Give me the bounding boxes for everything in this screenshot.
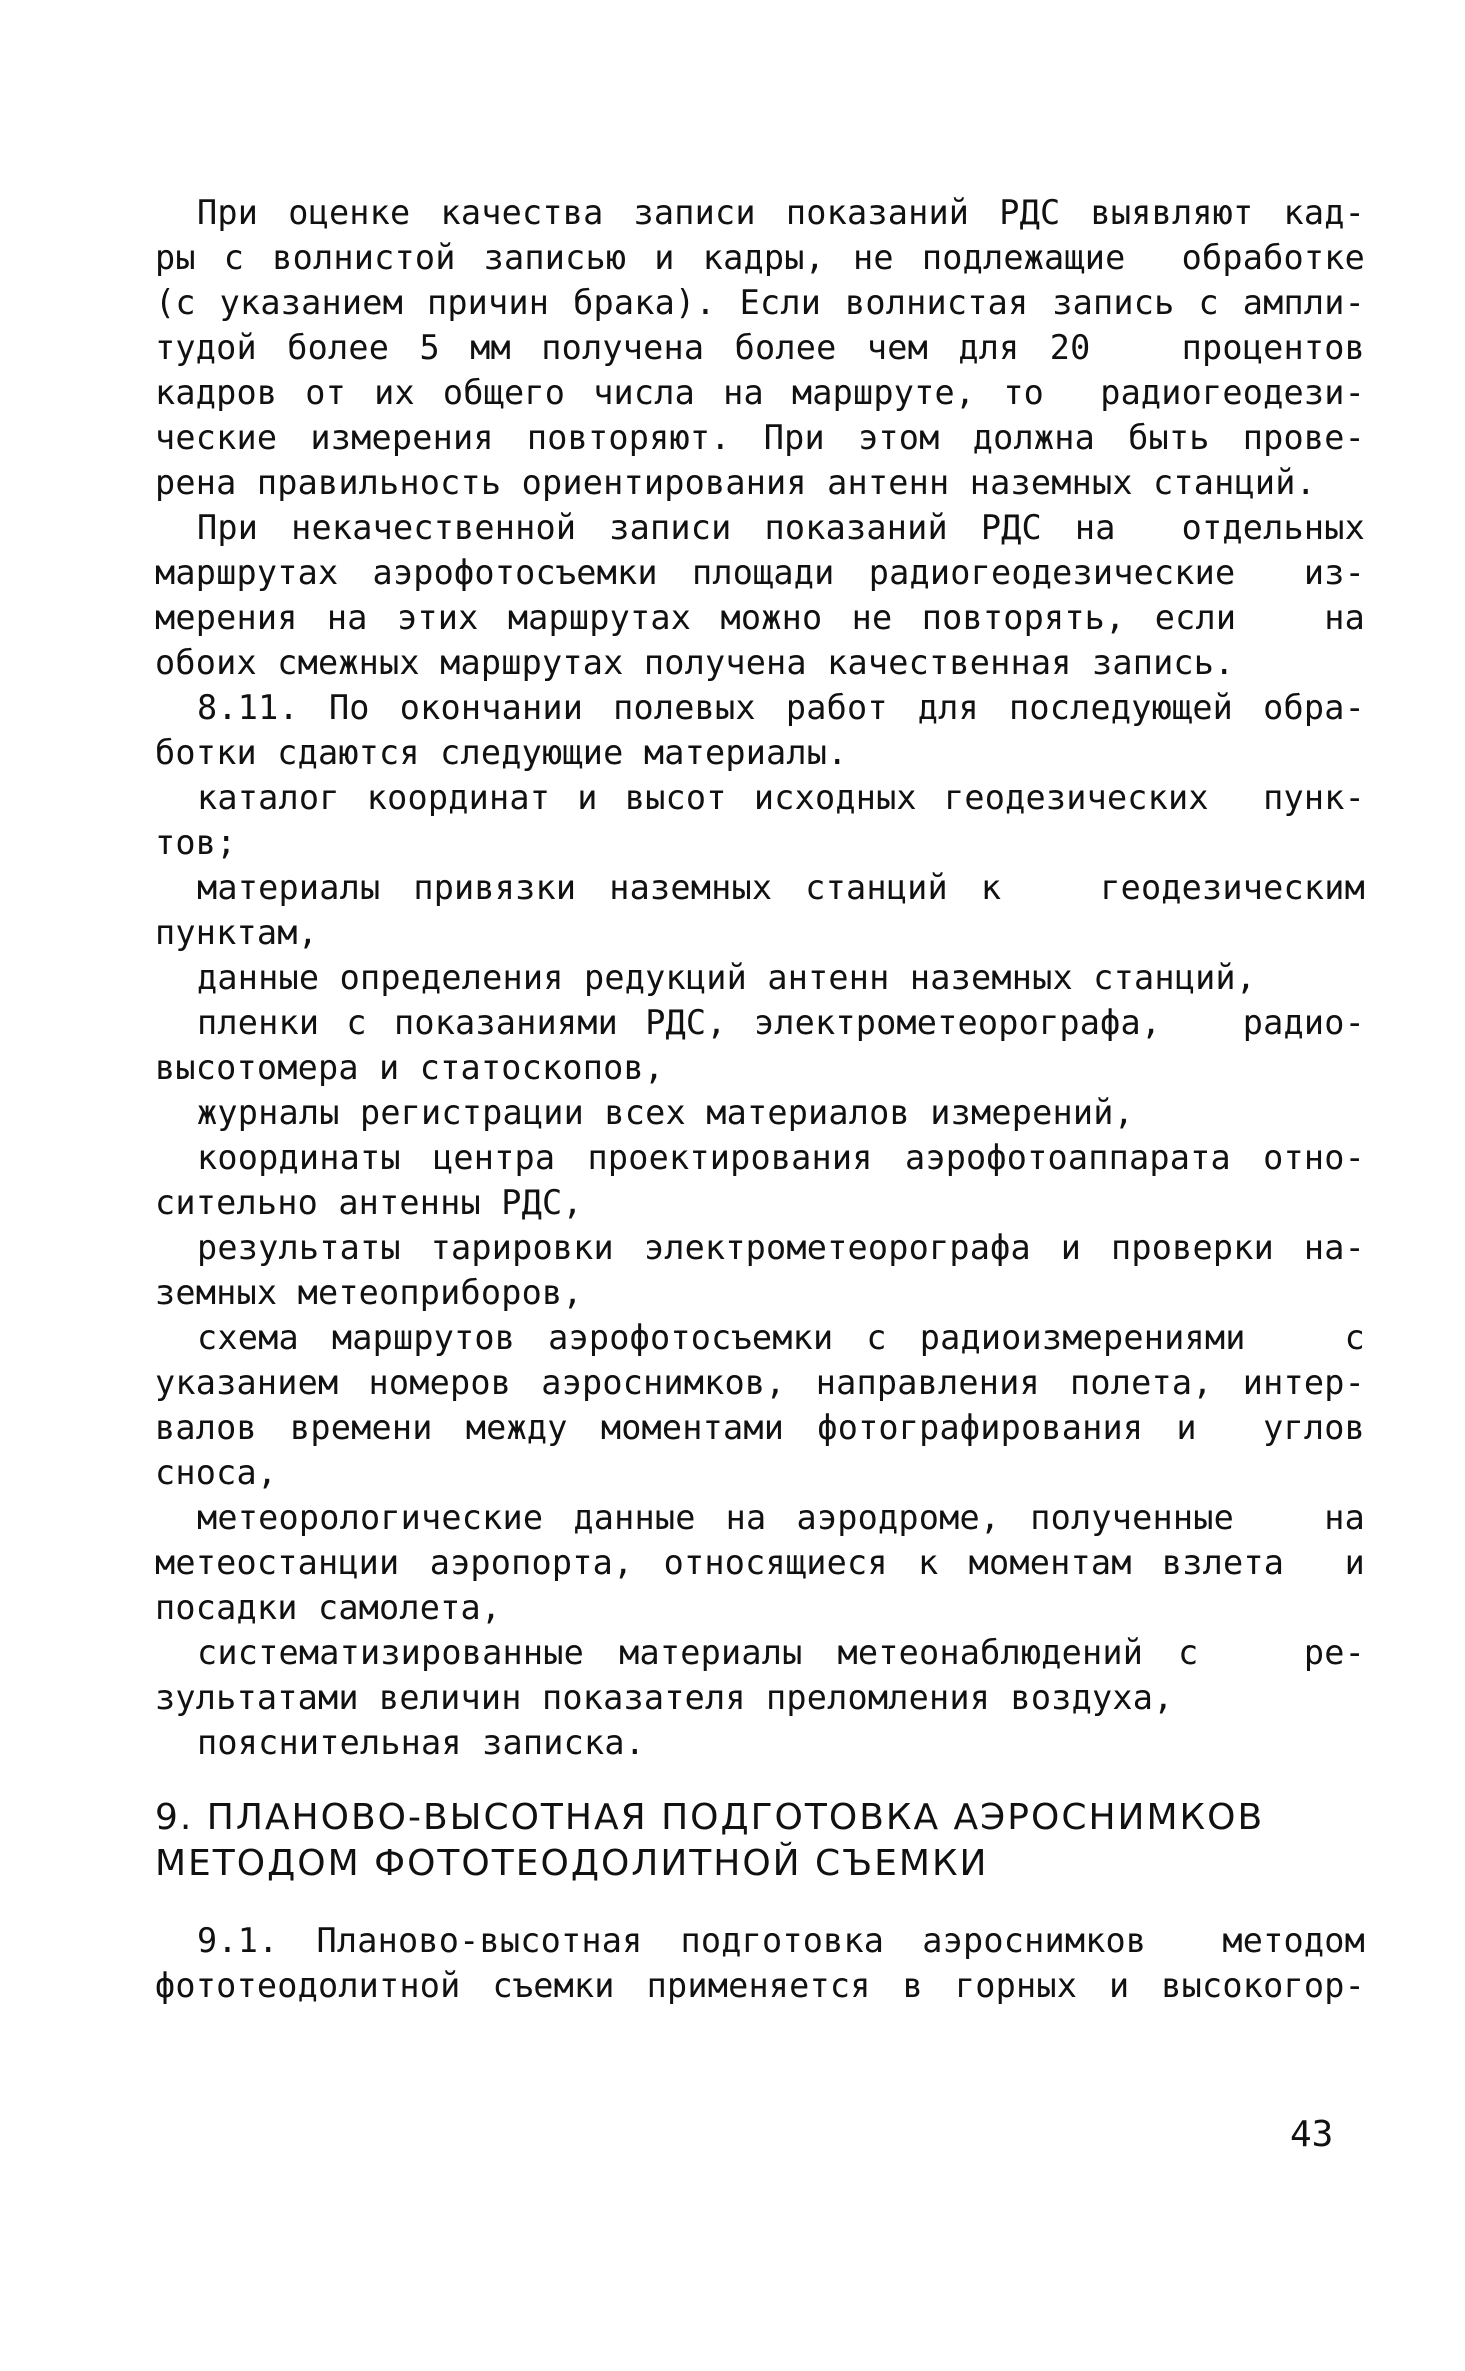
text-line: систематизированные материалы метеонаблюдений с ре- (197, 1633, 1365, 1672)
section-heading (155, 1795, 1365, 1887)
text-line: ческие измерения повторяют. При этом должна быть прове- (155, 418, 1365, 457)
section-heading-line: 9. ПЛАНОВО-ВЫСОТНАЯ ПОДГОТОВКА АЭРОСНИМКОВ (155, 1797, 1265, 1838)
text-line: При некачественной записи показаний РДС на отдельных (197, 508, 1365, 547)
text-line: фототеодолитной съемки применяется в горных и высокогор- (155, 1966, 1365, 2005)
text-line: сноса, (155, 1453, 278, 1492)
text-line: кадров от их общего числа на маршруте, то радиогеодези- (155, 373, 1365, 412)
text-line: маршрутах аэрофотосъемки площади радиогеодезические из- (155, 553, 1365, 592)
text-line: тудой более 5 мм получена более чем для 20 процентов (155, 328, 1365, 367)
page-number: 43 (1290, 2114, 1334, 2155)
text-line: каталог координат и высот исходных геодезических пунк- (197, 778, 1365, 817)
text-line: высотомера и статоскопов, (155, 1048, 665, 1087)
text-line: сительно антенны РДС, (155, 1183, 583, 1222)
text-line: При оценке качества записи показаний РДС выявляют кад- (197, 193, 1365, 232)
text-line: пленки с показаниями РДС, электрометеорографа, радио- (197, 1003, 1365, 1042)
text-line: зультатами величин показателя преломления воздуха, (155, 1678, 1174, 1717)
text-line: валов времени между моментами фотографирования и углов (155, 1408, 1365, 1447)
text-line: ботки сдаются следующие материалы. (155, 733, 848, 772)
text-line: земных метеоприборов, (155, 1273, 583, 1312)
text-line: обоих смежных маршрутах получена качественная запись. (155, 643, 1235, 682)
text-line: результаты тарировки электрометеорографа и проверки на- (197, 1228, 1365, 1267)
text-line: метеостанции аэропорта, относящиеся к моментам взлета и (155, 1543, 1365, 1582)
body-text (155, 190, 1365, 1765)
section-heading-line: МЕТОДОМ ФОТОТЕОДОЛИТНОЙ СЪЕМКИ (155, 1843, 989, 1884)
section-body-text (155, 1918, 1365, 2008)
text-line: пунктам, (155, 913, 318, 952)
text-line: мерения на этих маршрутах можно не повторять, если на (155, 598, 1365, 637)
text-line: тов; (155, 823, 237, 862)
text-line: материалы привязки наземных станций к геодезическим (197, 868, 1365, 907)
text-line: схема маршрутов аэрофотосъемки с радиоизмерениями с (197, 1318, 1365, 1357)
text-line: рена правильность ориентирования антенн наземных станций. (155, 463, 1317, 502)
text-line: 8.11. По окончании полевых работ для последующей обра- (197, 688, 1365, 727)
text-line: посадки самолета, (155, 1588, 502, 1627)
text-line: 9.1. Планово-высотная подготовка аэроснимков методом (197, 1921, 1365, 1960)
text-line: данные определения редукций антенн наземных станций, (197, 958, 1257, 997)
text-line: метеорологические данные на аэродроме, полученные на (197, 1498, 1365, 1537)
text-line: ры с волнистой записью и кадры, не подлежащие обработке (155, 238, 1365, 277)
text-line: пояснительная записка. (197, 1723, 646, 1762)
text-line: (с указанием причин брака). Если волнистая запись с ампли- (155, 283, 1365, 322)
text-line: журналы регистрации всех материалов измерений, (197, 1093, 1134, 1132)
text-line: указанием номеров аэроснимков, направления полета, интер- (155, 1363, 1365, 1402)
text-line: координаты центра проектирования аэрофотоаппарата отно- (197, 1138, 1365, 1177)
